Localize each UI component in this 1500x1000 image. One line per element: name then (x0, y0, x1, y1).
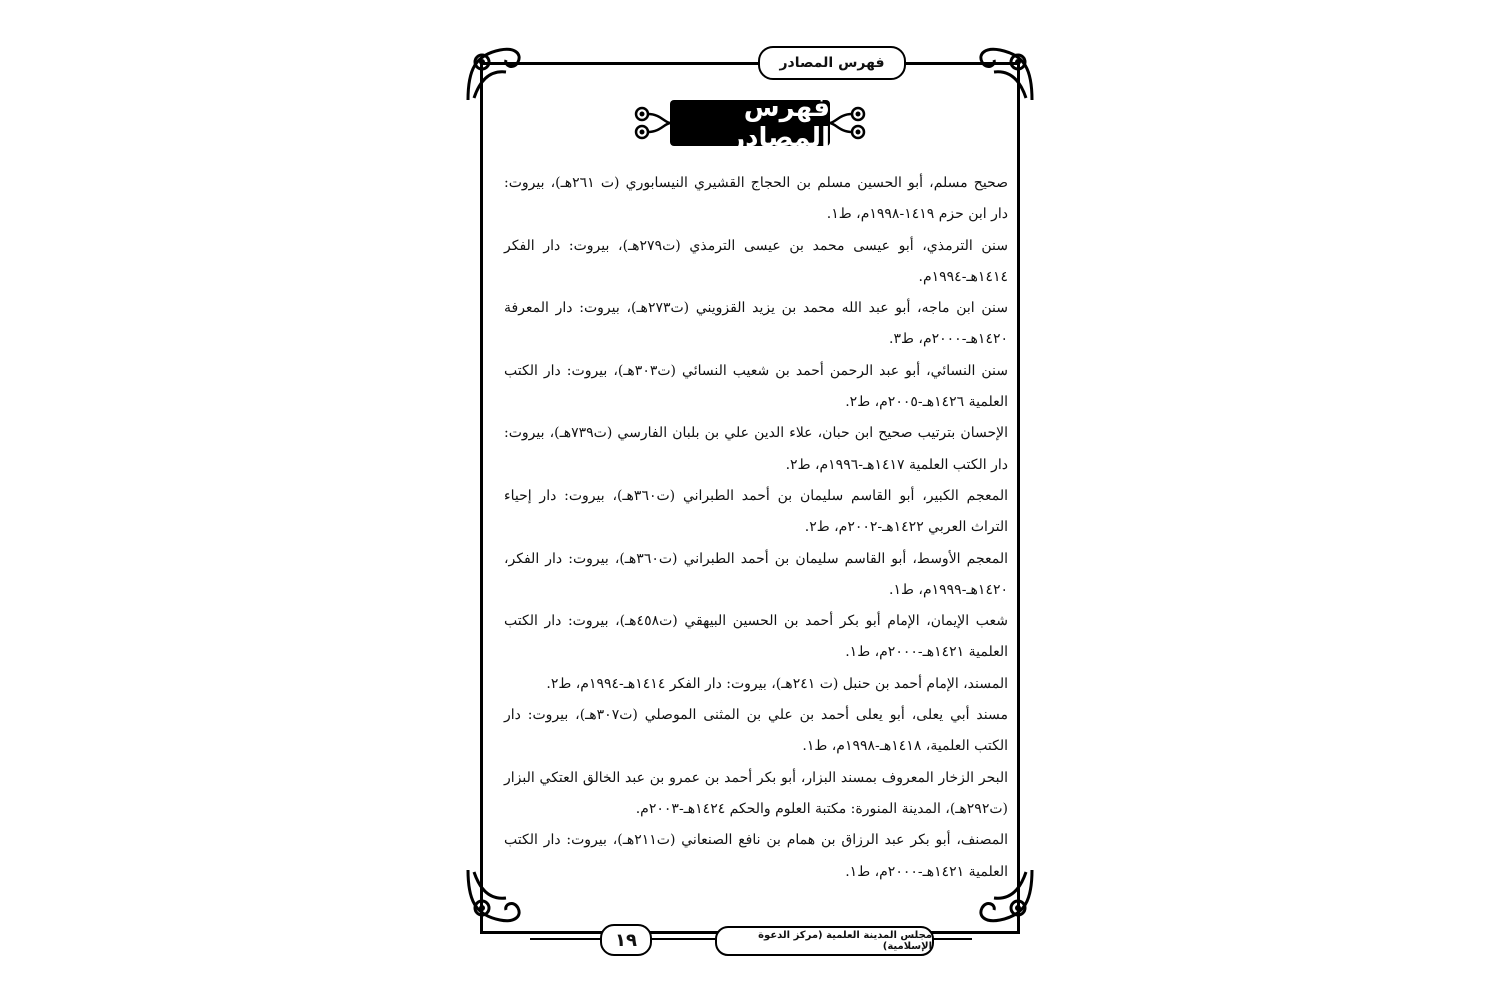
bibliography-entry: سنن الترمذي، أبو عيسى محمد بن عيسى الترمذي (ت٢٧٩هـ)، بيروت: دار الفكر ١٤١٤هـ-١٩٩٤م. (504, 237, 1008, 285)
footer-divider (530, 938, 600, 940)
bibliography-entry: صحيح مسلم، أبو الحسين مسلم بن الحجاج القشيري النيسابوري (ت ٢٦١هـ)، بيروت: دار ابن حزم ١٤١٩-١٩٩٨م، ط١. (504, 175, 1008, 223)
corner-ornament-icon (460, 40, 530, 110)
publisher-label: مجلس المدينة العلمية (مركز الدعوة الإسلامية) (715, 926, 934, 956)
bibliography-entry: الإحسان بترتيب صحيح ابن حبان، علاء الدين علي بن بلبان الفارسي (ت٧٣٩هـ)، بيروت: دار الكتب العلمية ١٤١٧هـ-١٩٩٦م، ط٢. (504, 425, 1008, 473)
page-title: فهرس المصادر (670, 100, 830, 146)
footer-divider (932, 938, 972, 940)
bibliography-entry: المعجم الكبير، أبو القاسم سليمان بن أحمد الطبراني (ت٣٦٠هـ)، بيروت: دار إحياء التراث العربي ١٤٢٢هـ-٢٠٠٢م، ط٢. (504, 487, 1008, 536)
bibliography-entry: شعب الإيمان، الإمام أبو بكر أحمد بن الحسين البيهقي (ت٤٥٨هـ)، بيروت: دار الكتب العلمية ١٤٢١هـ-٢٠٠٠م، ط١. (504, 613, 1008, 661)
footer-divider (650, 938, 715, 940)
bibliography-entry: المصنف، أبو بكر عبد الرزاق بن همام بن نافع الصنعاني (ت٢١١هـ)، بيروت: دار الكتب العلمية ١٤٢١هـ-٢٠٠٠م، ط١. (504, 832, 1009, 880)
page-footer (460, 920, 1040, 960)
bibliography-entry: مسند أبي يعلى، أبو يعلى أحمد بن علي بن المثنى الموصلي (ت٣٠٧هـ)، بيروت: دار الكتب العلمية، ١٤١٨هـ-١٩٩٨م، ط١. (504, 707, 1008, 755)
title-ornament-icon (828, 102, 870, 144)
bibliography-entry: سنن ابن ماجه، أبو عبد الله محمد بن يزيد القزويني (ت٢٧٣هـ)، بيروت: دار المعرفة ١٤٢٠هـ-٢٠٠٠م، ط٣. (504, 300, 1008, 348)
page-number: ١٩ (600, 924, 652, 956)
corner-ornament-icon (970, 40, 1040, 110)
bibliography-entry: المسند، الإمام أحمد بن حنبل (ت ٢٤١هـ)، بيروت: دار الفكر ١٤١٤هـ-١٩٩٤م، ط٢. (546, 675, 1008, 692)
bibliography-entry: المعجم الأوسط، أبو القاسم سليمان بن أحمد الطبراني (ت٣٦٠هـ)، بيروت: دار الفكر، ١٤٢٠هـ-١٩٩٩م، ط١. (504, 550, 1008, 598)
book-page (460, 40, 1040, 960)
bibliography-entry: البحر الزخار المعروف بمسند البزار، أبو بكر أحمد بن عمرو بن عبد الخالق العتكي البزار (ت٢٩٢هـ)، المدينة المنورة: مكتبة العلوم والحكم ١٤٢٤هـ-٢٠٠٣م. (504, 769, 1008, 817)
running-header: فهرس المصادر (758, 46, 906, 80)
title-banner (630, 93, 870, 153)
bibliography-entry: سنن النسائي، أبو عبد الرحمن أحمد بن شعيب النسائي (ت٣٠٣هـ)، بيروت: دار الكتب العلمية ١٤٢٦هـ-٢٠٠٥م، ط٢. (504, 362, 1009, 411)
bibliography-list (504, 168, 1008, 888)
title-ornament-icon (630, 102, 672, 144)
